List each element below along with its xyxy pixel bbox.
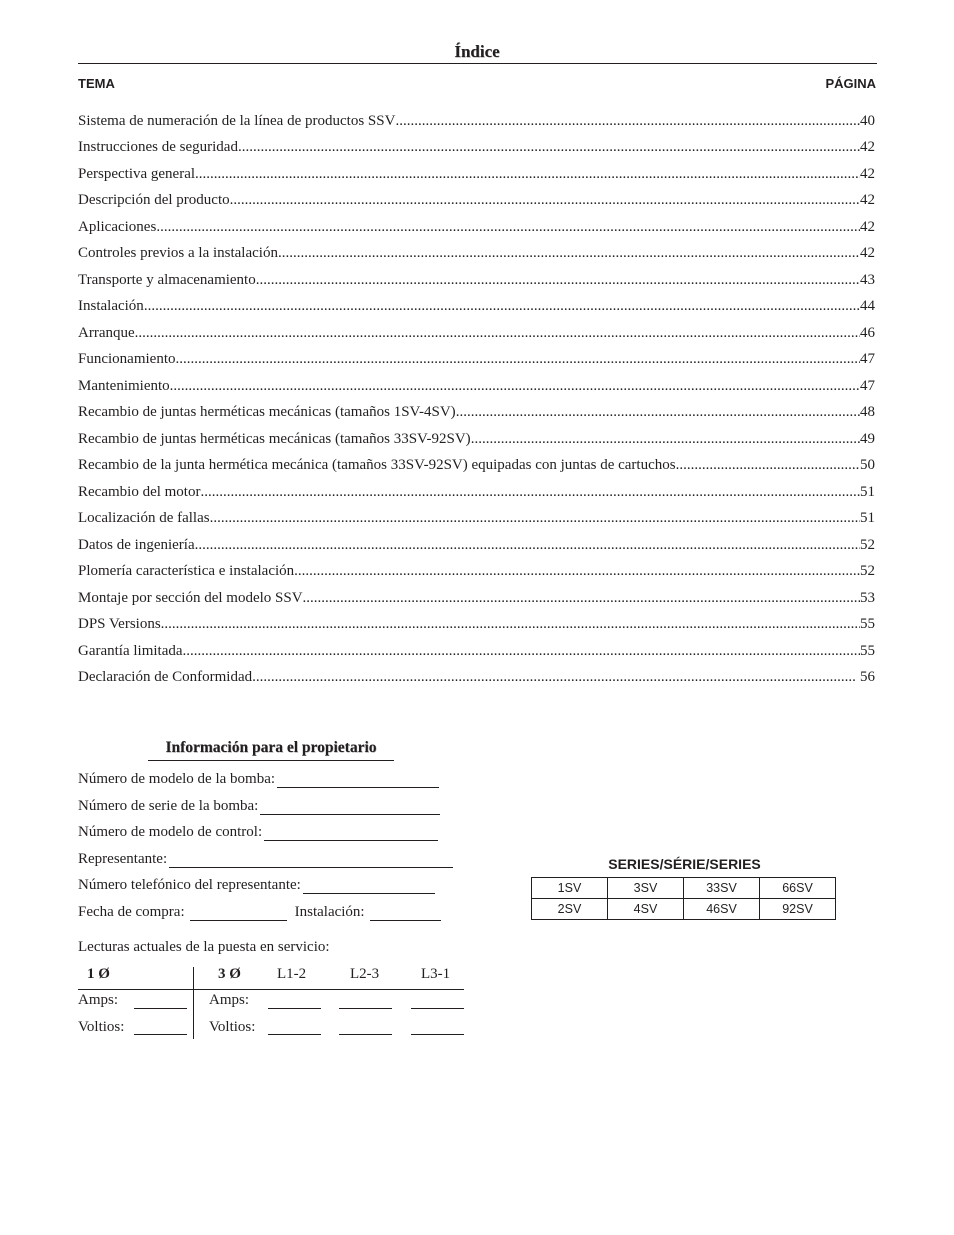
toc-page: 55 [860,642,875,659]
toc-entry[interactable] [78,236,875,263]
toc-topic: DPS Versions [78,616,161,632]
toc-page: 51 [860,483,875,500]
series-cell: 92SV [760,899,836,920]
purchase-date-field [78,904,441,921]
representative-field [78,851,453,868]
amps-label-3ph: Amps: [209,992,250,1008]
purchase-date-input-line[interactable] [190,906,287,921]
toc-topic: Sistema de numeración de la línea de productos SSV [78,112,396,129]
series-table [531,877,836,920]
three-phase-header: 3 Ø [218,966,241,982]
l31-header: L3-1 [421,966,451,982]
toc-page: 42 [860,139,875,155]
toc-page: 48 [860,404,875,420]
toc-page: 49 [860,430,875,447]
leader-dots [676,457,860,474]
toc-topic: Montaje por sección del modelo SSV [78,589,303,606]
series-cell: 2SV [532,899,608,920]
toc-topic: Recambio de la junta hermética mecánica (tamaños 33SV-92SV) equipadas con juntas de cartuchos [78,457,676,473]
column-header-page: PÁGINA [825,76,876,91]
volts-l31-input-line[interactable] [411,1034,464,1035]
leader-dots [183,643,860,660]
toc-page: 40 [860,112,875,129]
toc-page: 52 [860,563,875,579]
amps-l31-input-line[interactable] [411,1008,464,1009]
volts-l23-input-line[interactable] [339,1034,392,1035]
amps-l23-input-line[interactable] [339,1008,392,1009]
toc-page: 47 [860,351,875,367]
toc-topic: Funcionamiento [78,351,176,367]
series-cell: 1SV [532,878,608,899]
series-cell: 3SV [608,878,684,899]
toc-entry[interactable] [78,633,875,660]
toc-topic: Arranque [78,324,135,341]
toc-entry[interactable] [78,501,875,528]
readings-header-rule [78,989,464,990]
toc-entry[interactable] [78,130,875,157]
amps-l12-input-line[interactable] [268,1008,321,1009]
table-of-contents [78,103,875,686]
single-phase-header: 1 Ø [87,966,110,982]
leader-dots [195,537,860,554]
toc-topic: Datos de ingeniería [78,536,195,553]
leader-dots [303,590,860,607]
toc-topic: Descripción del producto [78,192,230,208]
leader-dots [161,616,860,633]
toc-entry[interactable] [78,580,875,607]
leader-dots [294,563,860,580]
pump-serial-label: Número de serie de la bomba: [78,798,259,814]
toc-entry[interactable] [78,448,875,475]
volts-l12-input-line[interactable] [268,1034,321,1035]
toc-entry[interactable] [78,315,875,342]
toc-topic: Instrucciones de seguridad [78,139,238,155]
leader-dots [456,404,860,421]
control-model-input-line[interactable] [264,826,438,841]
leader-dots [200,484,860,501]
toc-entry[interactable] [78,527,875,554]
control-model-label: Número de modelo de control: [78,824,263,840]
leader-dots [195,166,860,183]
toc-topic: Controles previos a la instalación [78,245,278,261]
pump-model-field [78,771,439,788]
table-row [532,878,836,899]
leader-dots [135,325,860,342]
series-cell: 66SV [760,878,836,899]
leader-dots [471,431,860,448]
toc-topic: Localización de fallas [78,510,210,526]
control-model-field [78,824,438,841]
rep-phone-label: Número telefónico del representante: [78,877,301,893]
toc-entry[interactable] [78,474,875,501]
toc-topic: Aplicaciones [78,218,157,235]
leader-dots [256,272,860,289]
leader-dots [210,510,860,527]
toc-entry[interactable] [78,103,875,130]
leader-dots [252,669,856,686]
toc-page: 44 [860,298,875,314]
toc-topic: Recambio de juntas herméticas mecánicas (tamaños 1SV-4SV) [78,404,456,420]
toc-topic: Recambio de juntas herméticas mecánicas (tamaños 33SV-92SV) [78,430,471,447]
l23-header: L2-3 [350,966,380,982]
toc-page: 42 [860,245,875,261]
representative-label: Representante: [78,851,168,867]
toc-topic: Perspectiva general [78,165,196,182]
toc-page: 52 [860,536,875,553]
leader-dots [230,192,860,209]
leader-dots [170,378,860,395]
toc-page: 56 [856,669,875,685]
toc-topic: Plomería característica e instalación [78,563,295,579]
toc-topic: Transporte y almacenamiento [78,271,256,288]
series-cell: 33SV [684,878,760,899]
column-header-topic: TEMA [78,76,115,91]
owner-title-underline [148,760,394,761]
toc-entry[interactable] [78,183,875,210]
table-row [532,899,836,920]
toc-page: 43 [860,271,875,288]
readings-label: Lecturas actuales de la puesta en servicio: [78,939,330,955]
toc-page: 42 [860,218,875,235]
toc-entry[interactable] [78,342,875,369]
amps-label-1ph: Amps: [78,992,119,1008]
toc-page: 42 [860,192,875,208]
toc-page: 42 [860,165,875,182]
series-title: SERIES/SÉRIE/SERIES [608,856,761,872]
volts-label-3ph: Voltios: [209,1019,256,1035]
readings-vertical-divider [193,967,194,1039]
toc-page: 55 [860,616,875,632]
amps-1ph-input-line[interactable] [134,1008,187,1009]
leader-dots [156,219,860,236]
toc-entry[interactable] [78,395,875,422]
toc-entry[interactable] [78,289,875,316]
toc-entry[interactable] [78,554,875,581]
pump-model-input-line[interactable] [277,773,439,788]
title-divider [78,63,877,64]
toc-topic: Instalación [78,298,144,314]
toc-topic: Mantenimiento [78,377,170,394]
installation-label: Instalación: [294,904,365,920]
toc-page: 51 [860,510,875,526]
installation-input-line[interactable] [370,906,441,921]
leader-dots [395,113,860,130]
series-cell: 46SV [684,899,760,920]
rep-phone-input-line[interactable] [303,879,435,894]
representative-input-line[interactable] [169,853,453,868]
toc-entry[interactable] [78,660,875,687]
toc-entry[interactable] [78,368,875,395]
leader-dots [238,139,860,156]
leader-dots [144,298,860,315]
toc-page: 47 [860,377,875,394]
volts-1ph-input-line[interactable] [134,1034,187,1035]
series-cell: 4SV [608,899,684,920]
toc-topic: Declaración de Conformidad [78,669,253,685]
toc-entry[interactable] [78,156,875,183]
pump-serial-input-line[interactable] [260,800,440,815]
toc-topic: Garantía limitada [78,642,183,659]
toc-page: 46 [860,324,875,341]
rep-phone-field [78,877,435,894]
leader-dots [176,351,861,368]
toc-topic: Recambio del motor [78,483,201,500]
toc-page: 50 [860,457,875,473]
owner-info-title: Información para el propietario [165,739,377,756]
volts-label-1ph: Voltios: [78,1019,125,1035]
toc-entry[interactable] [78,262,875,289]
purchase-date-label: Fecha de compra: [78,904,185,920]
toc-page: 53 [860,589,875,606]
pump-serial-field [78,798,440,815]
toc-entry[interactable] [78,421,875,448]
pump-model-label: Número de modelo de la bomba: [78,771,276,787]
leader-dots [278,245,860,262]
l12-header: L1-2 [277,966,307,982]
toc-entry[interactable] [78,209,875,236]
toc-entry[interactable] [78,607,875,634]
index-title: Índice [454,42,500,61]
